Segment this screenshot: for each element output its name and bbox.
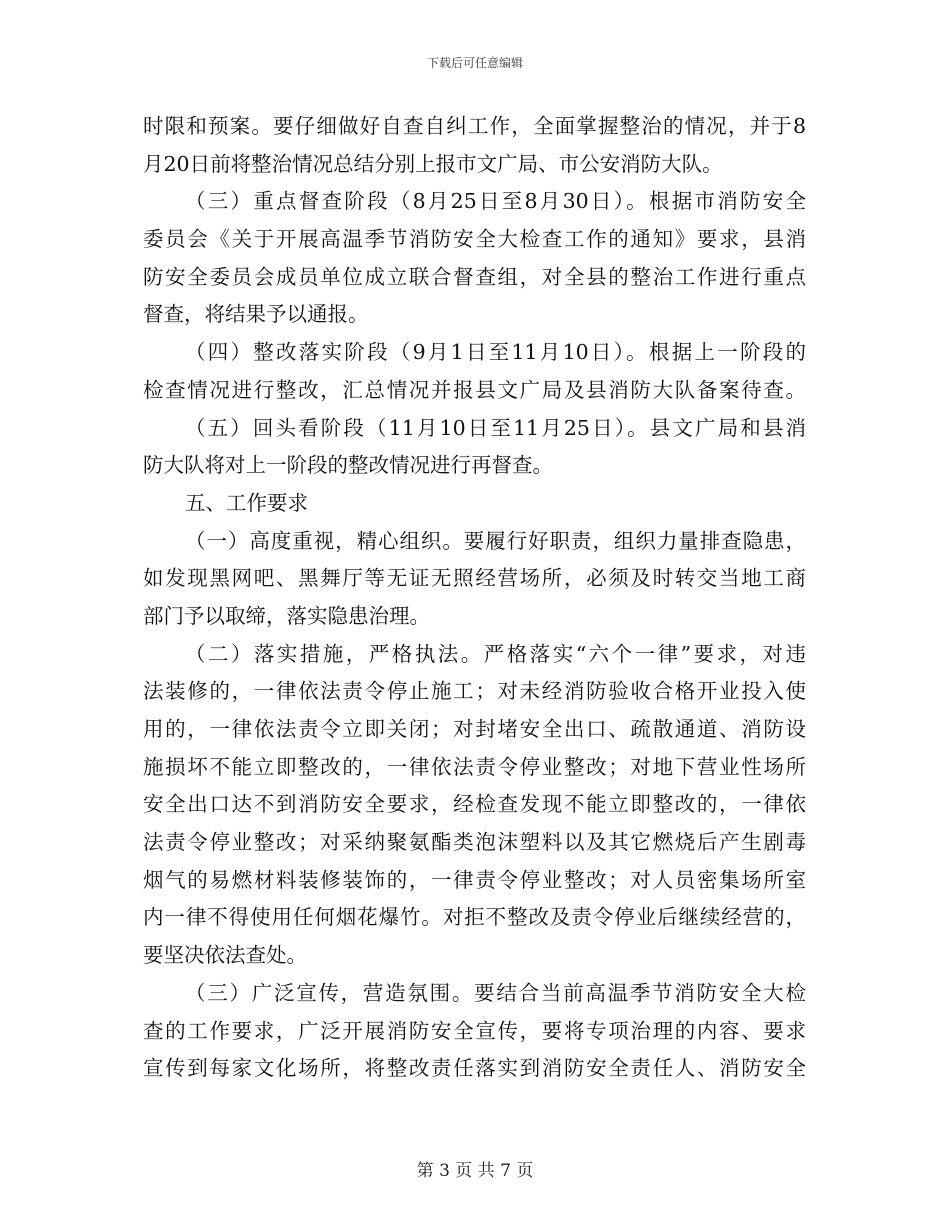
text-line: 内一律不得使用任何烟花爆竹。对拒不整改及责令停业后继续经营的， <box>143 905 806 930</box>
text-line: 月20日前将整治情况总结分别上报市文广局、市公安消防大队。 <box>143 151 723 176</box>
text-line: 烟气的易燃材料装修装饰的，一律责令停业整改；对人员密集场所室 <box>143 867 806 892</box>
text-line: 时限和预案。要仔细做好自查自纠工作，全面掌握整治的情况，并于8 <box>143 114 806 138</box>
text-line: 防安全委员会成员单位成立联合督查组，对全县的整治工作进行重点 <box>143 264 806 289</box>
text-line: 委员会《关于开展高温季节消防安全大检查工作的通知》要求，县消 <box>143 227 806 252</box>
text-line: 要坚决依法查处。 <box>143 943 307 968</box>
header-note: 下载后可任意编辑 <box>426 56 523 70</box>
text-line: （五）回头看阶段（11月10日至11月25日）。县文广局和县消 <box>185 415 806 440</box>
text-line: 如发现黑网吧、黑舞厅等无证无照经营场所，必须及时转交当地工商 <box>143 566 806 591</box>
text-line: 督查，将结果予以通报。 <box>143 302 369 327</box>
text-line: 查的工作要求，广泛开展消防安全宣传，要将专项治理的内容、要求 <box>143 1018 806 1043</box>
text-line: （一）高度重视，精心组织。要履行好职责，组织力量排查隐患， <box>185 528 806 553</box>
text-line: 施损坏不能立即整改的，一律依法责令停业整改；对地下营业性场所 <box>143 754 806 779</box>
text-line: （四）整改落实阶段（9月1日至11月10日）。根据上一阶段的 <box>185 340 806 365</box>
text-line: （二）落实措施，严格执法。严格落实“六个一律”要求，对违 <box>185 641 806 666</box>
text-line: 法责令停业整改；对采纳聚氨酯类泡沫塑料以及其它燃烧后产生剧毒 <box>143 830 806 855</box>
text-line: 部门予以取缔，落实隐患治理。 <box>143 603 430 628</box>
text-line: 法装修的，一律依法责令停止施工；对未经消防验收合格开业投入使 <box>143 679 806 704</box>
text-line: 安全出口达不到消防安全要求，经检查发现不能立即整改的，一律依 <box>143 792 806 817</box>
section-heading: 五、工作要求 <box>185 490 308 515</box>
text-line: 防大队将对上一阶段的整改情况进行再督查。 <box>143 453 553 478</box>
text-line: 检查情况进行整改，汇总情况并报县文广局及县消防大队备案待查。 <box>143 377 806 402</box>
body-text <box>143 108 806 1088</box>
text-line: 用的，一律依法责令立即关闭；对封堵安全出口、疏散通道、消防设 <box>143 717 806 741</box>
page-number: 第 3 页 共 7 页 <box>416 1161 534 1181</box>
text-line: 宣传到每家文化场所，将整改责任落实到消防安全责任人、消防安全 <box>143 1056 806 1081</box>
text-line: （三）广泛宣传，营造氛围。要结合当前高温季节消防安全大检 <box>185 980 806 1005</box>
text-line: （三）重点督查阶段（8月25日至8月30日）。根据市消防安全 <box>185 189 806 214</box>
